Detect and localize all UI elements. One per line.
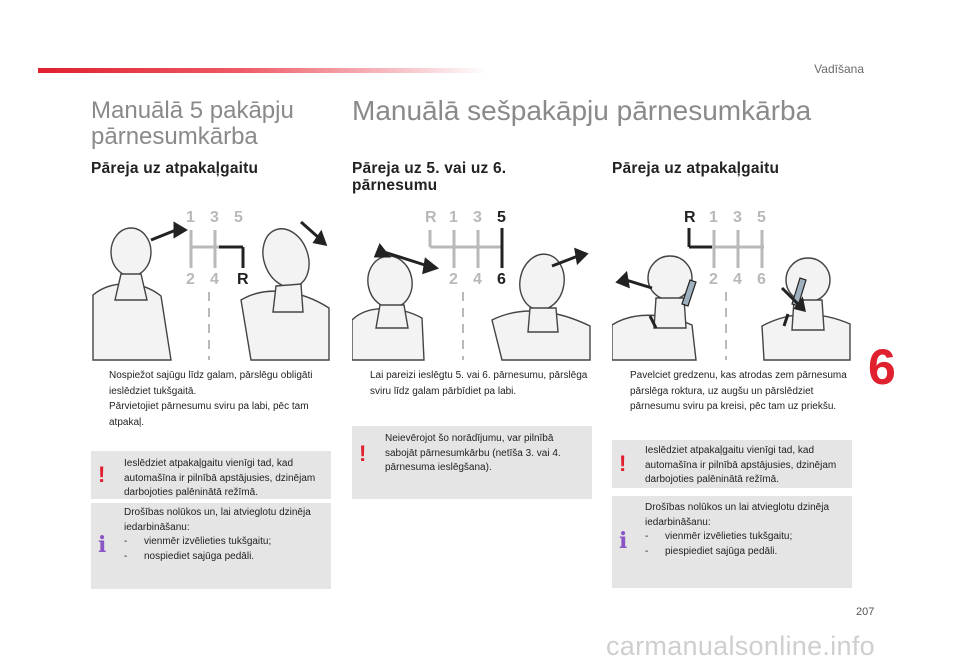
gear-label-5: 5 [757,209,766,226]
gearshift-illustration-6speed-reverse [612,200,852,362]
gear-label-6: 6 [497,271,506,288]
gear-label-1: 1 [449,209,458,226]
gear-label-3: 3 [473,209,482,226]
column1-subheading: Pāreja uz atpakaļgaitu [91,160,259,177]
info-icon: i [98,532,107,559]
gear-label-4: 4 [210,271,219,288]
section-title: Vadīšana [814,62,864,76]
column2-warning-note: ! Neievērojot šo norādījumu, var pilnībā sabojāt pārnesumkārbu (netīša 3. vai 4. pārnesuma ieslēgšana). [352,426,592,499]
warning-icon: ! [619,451,627,477]
list-item: Pavelciet gredzenu, kas atrodas zem pārnesuma pārslēga roktura, uz augšu un pārslēdziet pārnesumu sviru pa kreisi, pēc tam uz priekšu. [630,370,847,412]
gear-label-3: 3 [733,209,742,226]
gear-label-1: 1 [186,209,195,226]
accent-bar [38,68,488,73]
gear-label-4: 4 [473,271,482,288]
gear-label-4: 4 [733,271,742,288]
column3-steps [612,368,852,415]
gearshift-illustration-5speed-reverse [91,200,331,362]
gear-label-5: 5 [234,209,243,226]
column2-steps [352,368,592,399]
warning-icon: ! [359,441,367,467]
gear-label-2: 2 [709,271,718,288]
column2-subheading: Pāreja uz 5. vai uz 6. pārnesumu [352,160,507,195]
list-item: - piespiediet sajūga pedāli. [645,545,778,557]
main-page-heading: Manuālā sešpakāpju pārnesumkārba [352,95,812,126]
column1-info-note: i Drošības nolūkos un, lai atvieglotu dzinēja iedarbināšanu: - vienmēr izvēlieties tukšgaitu; - nospiediet sajūga pedāli. [91,503,331,589]
gear-label-5: 5 [497,209,506,226]
watermark: carmanualsonline.info [606,631,875,661]
list-item: - vienmēr izvēlieties tukšgaitu; [645,531,793,542]
column1-warning-note: ! Ieslēdziet atpakaļgaitu vienīgi tad, kad automašīna ir pilnībā apstājusies, dzinējam darbojoties palēninātā režīmā. [91,451,331,499]
gear-label-2: 2 [449,271,458,288]
list-item: Lai pareizi ieslēgtu 5. vai 6. pārnesumu, pārslēga sviru līdz galam pārbīdiet pa labi. [370,370,588,397]
gear-label-r: R [237,271,249,288]
column3-warning-note: ! Ieslēdziet atpakaļgaitu vienīgi tad, kad automašīna ir pilnībā apstājusies, dzinējam darbojoties palēninātā režīmā. [612,440,852,488]
list-item: - vienmēr izvēlieties tukšgaitu; [124,536,272,547]
list-item: Nospiežot sajūgu līdz galam, pārslēgu obligāti ieslēdziet tukšgaitā. [109,370,313,397]
chapter-number: 6 [868,339,896,395]
column3-subheading: Pāreja uz atpakaļgaitu [612,160,780,177]
gear-label-1: 1 [709,209,718,226]
info-icon: i [619,528,628,555]
list-item: - nospiediet sajūga pedāli. [124,550,255,562]
gear-label-3: 3 [210,209,219,226]
page-number: 207 [856,606,875,618]
warning-icon: ! [98,462,106,488]
gear-label-r: R [425,209,437,226]
gear-label-r: R [684,209,696,226]
column3-info-note: i Drošības nolūkos un lai atvieglotu dzinēja iedarbināšanu: - vienmēr izvēlieties tukšgaitu; - piespiediet sajūga pedāli. [612,496,852,588]
gear-label-2: 2 [186,271,195,288]
gearshift-illustration-6speed-fifth-sixth [352,200,592,362]
list-item: Pārvietojiet pārnesumu sviru pa labi, pēc tam atpakaļ. [109,401,309,428]
gear-label-6: 6 [757,271,766,288]
column1-steps [91,368,329,430]
left-page-heading: Manuālā 5 pakāpju pārnesumkārba [91,97,294,150]
